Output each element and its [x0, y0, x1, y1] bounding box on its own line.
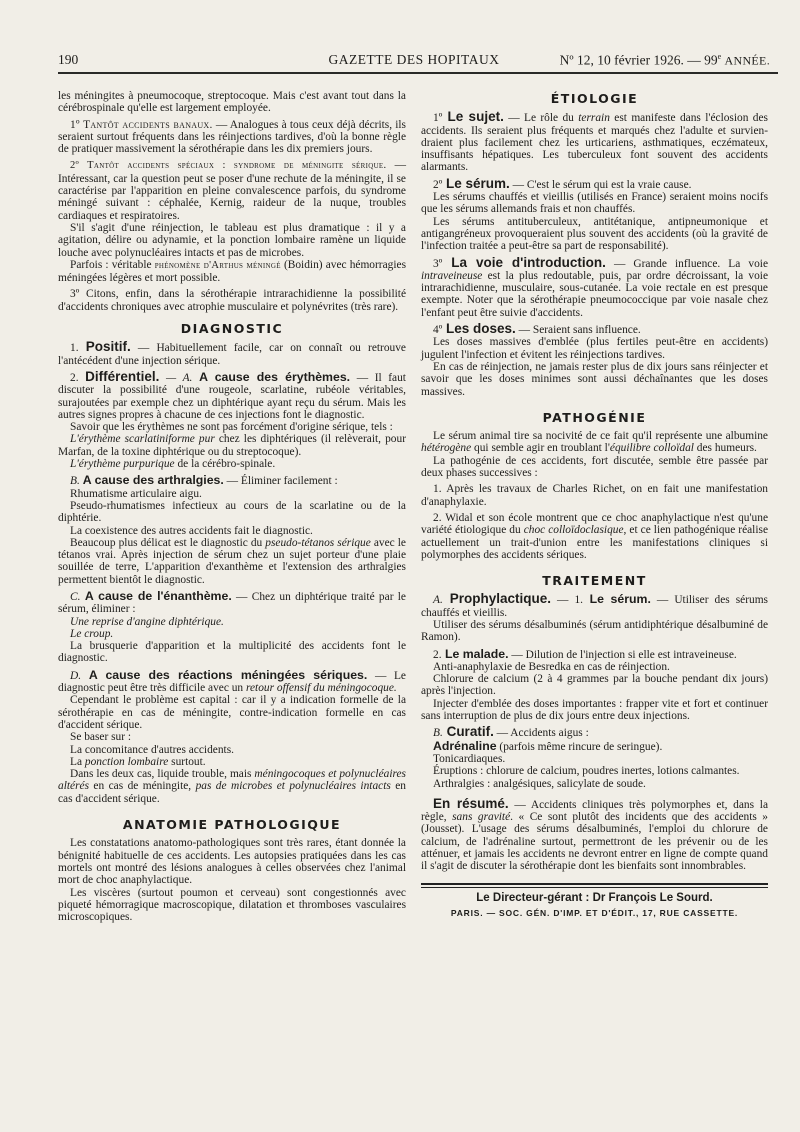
lead-text: 1º Tantôt accidents banaux. [70, 118, 213, 131]
text: avec le tétanos vrai. Après injection de sérum chez un sujet porteur d'une plaie souillée de terre, L'apparition d'exanthème et l'extension des arthralgies permettent bientôt le diagnostic. [58, 536, 406, 586]
paragraph [58, 474, 406, 487]
text: Anti-anaphylaxie de Besredka en cas de réinjection. [433, 660, 670, 673]
paragraph [58, 433, 406, 458]
section-title-etiologie: ÉTIOLOGIE [550, 91, 639, 106]
subheading: Les doses. [442, 321, 516, 337]
letter: B. [70, 475, 80, 488]
paragraph [58, 90, 406, 115]
paragraph [421, 254, 768, 319]
text: (Boidin) avec hémorragies méningées légères et mort possible. [58, 258, 406, 285]
paragraph [421, 593, 768, 619]
left-column [58, 90, 406, 923]
text: S'il s'agit d'une réinjection, le tableau est plus dramatique : il y a agitation, délire ou adynamie, et la ponction lombaire ramène un liquide louche avec polynucléaires intacts et pas de microbes. [58, 221, 406, 259]
text: Les sérums chauffés et vieillis (utilisés en France) seraient moins nocifs que les sérums allemands frais et non chauffés. [421, 191, 768, 216]
text: Arthralgies : analgésiques, salicylate de soude. [433, 777, 646, 790]
paragraph [58, 500, 406, 525]
subheading: Positif. [85, 339, 131, 355]
text: chez les diphtériques (il relèverait, pour Marfan, de la toxine diphtérique ou du streptocoque). [58, 433, 406, 458]
text: En cas de réinjection, ne jamais rester plus de dix jours sans réinjecter et savoir que les doses minimes sont aussi déchaînantes que les doses massives. [421, 360, 768, 398]
italic-text: intraveineuse [421, 269, 483, 282]
italic-text: L'érythème purpurique [70, 458, 175, 471]
right-column [421, 93, 768, 919]
paragraph [421, 430, 768, 455]
paragraph [421, 483, 768, 508]
text: de la cérébro-spinale. [174, 458, 276, 471]
text: La [70, 755, 85, 768]
text: en cas d'accident sérique. [58, 780, 406, 805]
issue-sup: e [717, 52, 722, 61]
printer-imprint: PARIS. — SOC. GÉN. D'IMP. ET D'ÉDIT., 17, RUE CASSETTE. [450, 907, 739, 918]
text: — 1. [551, 594, 583, 607]
paragraph [58, 887, 406, 924]
page-number: 190 [58, 52, 79, 67]
issue-date: Nº 12, 10 février 1926. — 99 [559, 52, 718, 68]
text: Savoir que les érythèmes ne sont pas forcément d'origine sérique, tels : [70, 421, 393, 434]
paragraph [58, 731, 406, 743]
paragraph [58, 458, 406, 470]
subheading: Le sérum. [583, 592, 651, 607]
text: Dans les deux cas, liquide trouble, mais [70, 768, 255, 781]
text: Utiliser des sérums désalbuminés (sérum antidiphtérique désalbuminé de Ramon). [421, 618, 768, 644]
subheading: Curatif. [442, 724, 494, 740]
paragraph [58, 768, 406, 805]
letter: D. [70, 669, 82, 682]
paragraph [58, 669, 406, 695]
text: 2. Widal et son école montrent que ce choc anaphylactique n'est qu'une variété étiologique du [421, 511, 768, 537]
item-number: 1. [70, 342, 79, 355]
text: — Il faut discuter la possibilité d'une rougeole, scarlatine, rubéole véritables, surajoutées par exemple chez un diphtérique ayant reçu du sérum. Mais les autres signes propres à chacune de ces injections font le diagnostic. [58, 371, 406, 421]
text: La concomitance d'autres accidents. [70, 743, 234, 756]
italic-text: sans gravité [452, 811, 511, 824]
text: Éruptions : chlorure de calcium, poudres inertes, lotions calmantes. [433, 765, 740, 778]
letter: — A. [159, 371, 193, 384]
text: La brusquerie d'apparition et la multiplicité des accidents font le diagnostic. [58, 640, 406, 665]
paragraph [58, 259, 406, 285]
page-header [58, 52, 770, 72]
text: Injecter d'emblée des doses importantes : frapper vite et fort et continuer sans interruption de plus de dix jours entre deux injections. [421, 697, 768, 723]
text: Beaucoup plus délicat est le diagnostic du [70, 536, 266, 549]
paragraph [421, 726, 768, 739]
text: . « Ce sont plutôt des incidents que des accidents » (Jousset). L'usage des sérums désalbuminés, l'emploi du chlorure de calcium, de l'adrénaline surtout, permettront de les prévenir ou de les atténuer, et jamais les accidents ne devront entrer en ligne de compte quand il s'agit de discuter la sérothérapie dont les bienfaits sont innombrables. [421, 811, 768, 873]
header-rule [58, 72, 778, 74]
text: — Le rôle du [503, 112, 579, 125]
paragraph [421, 619, 768, 644]
paragraph [421, 698, 768, 723]
text: (parfois même rincure de seringue). [496, 740, 663, 753]
footer-rule [421, 887, 768, 888]
paragraph [58, 222, 406, 259]
item-number: 2. [433, 648, 442, 661]
paragraph [58, 537, 406, 586]
section-title-pathogenie: PATHOGÉNIE [542, 409, 647, 425]
journal-title: GAZETTE DES HOPITAUX [328, 52, 500, 67]
section-title-traitement: TRAITEMENT [542, 573, 647, 589]
paragraph [421, 795, 769, 873]
text: Pseudo-rhumatismes infectieux au cours de la scarlatine ou de la diphtérie. [58, 499, 406, 525]
text: La pathogénie de ces accidents, fort discutée, semble être passée par deux phases successives : [421, 454, 768, 480]
text: Les doses massives d'emblée (plus fertiles peut-être en accidents) jugulent l'infection et évitent les réinjections tardives. [421, 336, 768, 361]
section-title-diagnostic: DIAGNOSTIC [180, 321, 284, 337]
paragraph [421, 648, 768, 661]
text: Chlorure de calcium (2 à 4 grammes par la bouche pendant dix jours) après l'injection. [421, 673, 768, 698]
paragraph [58, 159, 406, 221]
paragraph [58, 341, 406, 367]
subheading: A cause des réactions méningées sériques. [81, 667, 368, 682]
italic-text: pseudo-tétanos sérique [265, 536, 371, 549]
lead-text: phénomène d'Arthus méningé [154, 259, 281, 271]
italic-text: L'érythème scarlatiniforme pur [70, 433, 215, 446]
text: Les sérums antituberculeux, antitétanique, antipneumonique et antigangréneux provoqueraient plus souvent des accidents (où la gravité de l'infection traitée a peut-être sa part de responsabilité). [421, 215, 768, 253]
subheading: Le sujet. [442, 109, 504, 125]
letter: B. [433, 727, 443, 740]
paragraph [421, 673, 768, 698]
item-number: 1º [433, 112, 443, 125]
text: Parfois : véritable [70, 258, 155, 271]
text: 1. Après les travaux de Charles Richet, on en fait une manifestation d'anaphylaxie. [421, 483, 768, 508]
subheading: Adrénaline [433, 738, 497, 753]
text: — Accidents cliniques très polymorphes et, dans la règle, [421, 798, 769, 824]
paragraph [58, 525, 406, 537]
subheading: Prophylactique. [442, 591, 552, 607]
paragraph [58, 628, 406, 640]
text: — Accidents aigus : [493, 727, 589, 740]
paragraph [58, 837, 406, 886]
paragraph [421, 753, 768, 765]
paragraph [421, 661, 768, 673]
subheading: A cause des érythèmes. [192, 369, 351, 384]
paragraph [421, 765, 768, 777]
text: Tonicardiaques. [433, 752, 506, 765]
text: 3º Citons, enfin, dans la sérothérapie intrarachidienne la possibilité d'accidents chroniques avec atrophie musculaire et polynévrites (très rare). [58, 288, 406, 313]
paragraph [421, 175, 768, 191]
text: — Seraient sans influence. [515, 324, 641, 337]
text: est manifeste dans l'éclosion des accidents. Ils seraient plus fréquents et marqués chez l'adulte et surviendraient plus facilement chez les urticariens, asthmatiques, eczémateux, insuffisants hépatiques. Les tuberculeux font souvent des accidents alarmants. [421, 112, 768, 174]
subheading: Le malade. [441, 646, 509, 661]
italic-text: pas de microbes et polynucléaires intacts [195, 780, 391, 793]
item-number: 2º [433, 178, 443, 191]
text: — Dilution de l'injection si elle est intraveineuse. [508, 648, 737, 661]
paragraph [58, 756, 406, 768]
page-footer [421, 883, 768, 920]
italic-text: Le croup. [70, 627, 114, 640]
letter: A. [433, 594, 443, 607]
paragraph [421, 111, 768, 173]
paragraph [58, 119, 406, 156]
text: qui semble agir en troublant l' [471, 442, 610, 455]
paragraph [421, 191, 768, 216]
text: Se baser sur : [70, 731, 132, 744]
text: est la plus redoutable, puis, par ordre décroissant, la voie intrarachidienne, musculaire, sous-cutanée. La voie rectale en est presque exempte. Noter que la sérothérapie pneumococcique par voie nasale chez l'enfant peut être suivie d'accidents. [421, 269, 768, 319]
paragraph [421, 323, 768, 336]
paragraph [58, 640, 406, 665]
text: — C'est le sérum qui est la vraie cause. [509, 178, 692, 191]
italic-text: hétérogène [421, 442, 472, 455]
paragraph [421, 361, 768, 398]
subheading: En résumé. [433, 795, 509, 811]
italic-text: retour offensif du méningocoque. [245, 682, 397, 695]
subheading: La voie d'introduction. [442, 254, 606, 270]
issue-year-label: ANNÉE. [724, 53, 770, 68]
italic-text: choc colloïdoclasique [523, 524, 624, 537]
paragraph [58, 694, 406, 731]
item-number: 3º [433, 257, 443, 270]
text: Rhumatisme articulaire aigu. [70, 487, 202, 500]
paragraph [421, 336, 768, 361]
text: La coexistence des autres accidents fait le diagnostic. [70, 524, 313, 537]
text: — Chez un diphtérique traité par le sérum, éliminer : [58, 590, 406, 616]
paragraph [58, 368, 406, 421]
paragraph [421, 455, 768, 480]
text: — Habituellement facile, car on connaît ou retrouve l'antécédent d'une injection sérique. [58, 342, 406, 367]
text: — Analogues à tous ceux déjà décrits, ils seraient surtout fréquents dans les réinjections tardives, d'où la bonne règle de pratiquer massivement la sérothérapie dans les dix premiers jours. [58, 118, 406, 156]
item-number: 2. [70, 371, 79, 384]
italic-text: terrain [578, 112, 610, 125]
paragraph [421, 778, 768, 790]
text: Les constatations anatomo-pathologiques sont très rares, étant donnée la bénignité habituelle de ces accidents. Les autopsies pratiquées dans les cas mortels ont montré des lésions analogues à celles observées chez l'animal mort de choc anaphylactique. [58, 837, 406, 887]
paragraph [58, 744, 406, 756]
item-number: 4º [433, 324, 443, 337]
subheading: A cause des arthralgies. [79, 473, 224, 488]
text: — Grande influence. La voie [605, 257, 768, 270]
paragraph [58, 421, 406, 433]
lead-text: 2º Tantôt accidents spéciaux : syndrome de méningite sérique. [70, 160, 387, 172]
text: des humeurs. [693, 442, 757, 455]
text: — Utiliser des sérums chauffés et vieillis. [421, 594, 768, 619]
text: — Intéressant, car la question peut se poser d'une rechute de la méningite, il se caractérise par l'apparition en pleine convalescence parfois, du syndrome méningé suivant : céphalée, Kernig, raideur de la nuque, troubles cardiaques et respiratoires. [58, 159, 406, 222]
paragraph [58, 590, 406, 616]
text: Cependant le problème est capital : car il y a indication formelle de la sérothérapie en cas de méningite, contre-indication formelle en cas d'accident sérique. [58, 694, 406, 731]
paragraph [421, 512, 768, 561]
italic-text: ponction lombaire [84, 755, 169, 768]
paragraph [421, 216, 768, 253]
subheading: A cause de l'énanthème. [80, 588, 232, 603]
letter: C. [70, 590, 81, 603]
text: en cas de méningite, [89, 780, 196, 793]
paragraph [58, 488, 406, 500]
text: , et ce lien pathogénique réalise actuellement un trait-d'union entre les manifestations cliniques si polymorphes des accidents sériques. [421, 524, 769, 561]
section-title-anatomie: ANATOMIE PATHOLOGIQUE [122, 817, 342, 833]
paragraph [421, 740, 768, 753]
text: les méningites à pneumocoque, streptocoque. Mais c'est avant tout dans la cérébrospinale qu'elle est largement employée. [58, 90, 406, 115]
text: — Le diagnostic peut être très difficile avec un [58, 669, 406, 695]
footer-rule [421, 883, 768, 885]
subheading: Le sérum. [442, 175, 510, 191]
italic-text: Une reprise d'angine diphtérique. [70, 615, 224, 628]
italic-text: méningocoques et polynucléaires altérés [58, 768, 406, 793]
italic-text: équilibre colloïdal [609, 442, 694, 455]
issue-line [560, 52, 770, 69]
text: surtout. [168, 755, 206, 768]
text: — Éliminer facilement : [223, 475, 338, 488]
paragraph [58, 616, 406, 628]
director-credit: Le Directeur-gérant : Dr François Le Sourd. [476, 891, 713, 904]
subheading: Différentiel. [85, 368, 160, 384]
paragraph [58, 288, 406, 313]
text: Le sérum animal tire sa nocivité de ce fait qu'il représente une albumine [433, 430, 768, 443]
text: Les viscères (surtout poumon et cerveau) sont congestionnés avec piqueté hémorragique macroscopique, dilatation et thromboses vasculaires microscopiques. [58, 886, 406, 924]
